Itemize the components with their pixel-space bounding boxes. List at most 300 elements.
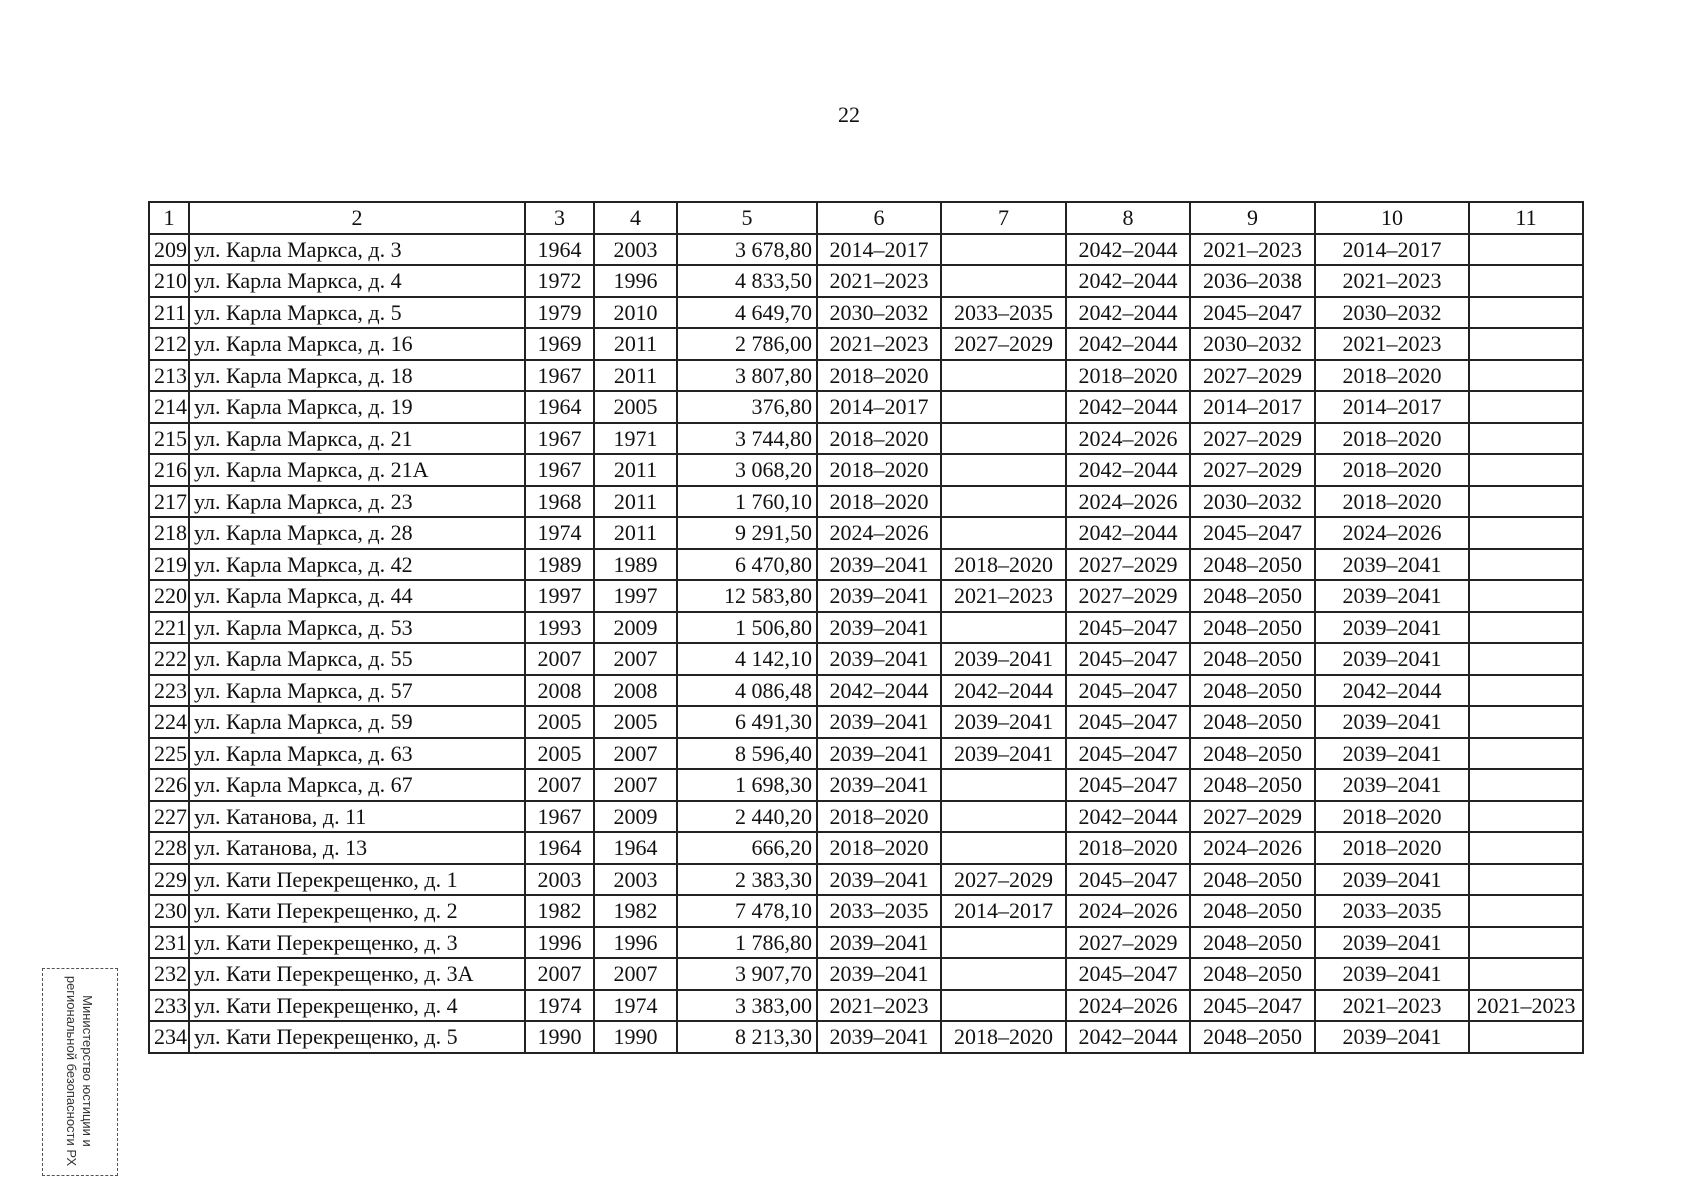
period-cell: 2018–2020 — [1315, 454, 1469, 486]
table-row — [149, 328, 1583, 360]
period-cell — [941, 360, 1066, 392]
period-cell: 2021–2023 — [1315, 328, 1469, 360]
period-cell — [1469, 328, 1583, 360]
page-number: 22 — [838, 102, 860, 127]
period-cell: 2018–2020 — [1315, 832, 1469, 864]
period-cell — [941, 265, 1066, 297]
year-built-cell: 1993 — [525, 612, 594, 644]
address-cell: ул. Карла Маркса, д. 59 — [189, 706, 525, 738]
year-built-cell: 1979 — [525, 297, 594, 329]
period-cell: 2024–2026 — [817, 517, 941, 549]
row-number-cell: 228 — [149, 832, 189, 864]
period-cell: 2039–2041 — [1315, 549, 1469, 581]
period-cell: 2039–2041 — [817, 958, 941, 990]
period-cell: 2030–2032 — [817, 297, 941, 329]
year-overhaul-cell: 1974 — [594, 990, 677, 1022]
column-header: 4 — [594, 202, 677, 234]
address-cell: ул. Карла Маркса, д. 63 — [189, 738, 525, 770]
year-built-cell: 1968 — [525, 486, 594, 518]
period-cell: 2018–2020 — [817, 423, 941, 455]
address-cell: ул. Катанова, д. 13 — [189, 832, 525, 864]
period-cell: 2048–2050 — [1190, 1021, 1315, 1053]
year-built-cell: 1972 — [525, 265, 594, 297]
address-cell: ул. Карла Маркса, д. 21 — [189, 423, 525, 455]
table-row — [149, 675, 1583, 707]
period-cell: 2030–2032 — [1190, 486, 1315, 518]
address-cell: ул. Карла Маркса, д. 53 — [189, 612, 525, 644]
period-cell: 2027–2029 — [1190, 423, 1315, 455]
period-cell — [1469, 643, 1583, 675]
period-cell: 2039–2041 — [817, 580, 941, 612]
period-cell: 2048–2050 — [1190, 895, 1315, 927]
table-row — [149, 958, 1583, 990]
row-number-cell: 218 — [149, 517, 189, 549]
period-cell: 2045–2047 — [1066, 769, 1190, 801]
period-cell: 2021–2023 — [941, 580, 1066, 612]
period-cell: 2014–2017 — [1190, 391, 1315, 423]
period-cell — [941, 990, 1066, 1022]
column-header: 9 — [1190, 202, 1315, 234]
period-cell — [1469, 265, 1583, 297]
table-row — [149, 360, 1583, 392]
period-cell: 2014–2017 — [941, 895, 1066, 927]
row-number-cell: 217 — [149, 486, 189, 518]
period-cell — [1469, 612, 1583, 644]
year-built-cell: 1967 — [525, 454, 594, 486]
period-cell — [1469, 832, 1583, 864]
column-header: 10 — [1315, 202, 1469, 234]
period-cell: 2048–2050 — [1190, 612, 1315, 644]
period-cell: 2042–2044 — [1066, 801, 1190, 833]
period-cell: 2018–2020 — [941, 549, 1066, 581]
period-cell: 2030–2032 — [1315, 297, 1469, 329]
area-cell: 1 506,80 — [677, 612, 817, 644]
period-cell — [941, 927, 1066, 959]
row-number-cell: 234 — [149, 1021, 189, 1053]
period-cell: 2048–2050 — [1190, 927, 1315, 959]
table-row — [149, 391, 1583, 423]
period-cell: 2018–2020 — [1315, 423, 1469, 455]
period-cell: 2027–2029 — [1066, 927, 1190, 959]
table-row — [149, 706, 1583, 738]
row-number-cell: 233 — [149, 990, 189, 1022]
area-cell: 3 678,80 — [677, 234, 817, 266]
period-cell: 2021–2023 — [1469, 990, 1583, 1022]
period-cell — [1469, 895, 1583, 927]
period-cell: 2021–2023 — [1315, 265, 1469, 297]
period-cell: 2048–2050 — [1190, 769, 1315, 801]
area-cell: 4 142,10 — [677, 643, 817, 675]
table-row — [149, 423, 1583, 455]
year-built-cell: 1990 — [525, 1021, 594, 1053]
period-cell: 2039–2041 — [817, 927, 941, 959]
period-cell: 2018–2020 — [1315, 801, 1469, 833]
period-cell — [941, 517, 1066, 549]
area-cell: 2 383,30 — [677, 864, 817, 896]
period-cell: 2021–2023 — [1190, 234, 1315, 266]
year-overhaul-cell: 1997 — [594, 580, 677, 612]
table-row — [149, 1021, 1583, 1053]
period-cell: 2042–2044 — [1066, 297, 1190, 329]
year-built-cell: 1974 — [525, 990, 594, 1022]
table-row — [149, 801, 1583, 833]
area-cell: 1 760,10 — [677, 486, 817, 518]
period-cell: 2024–2026 — [1066, 895, 1190, 927]
period-cell: 2039–2041 — [1315, 738, 1469, 770]
period-cell: 2039–2041 — [817, 864, 941, 896]
area-cell: 12 583,80 — [677, 580, 817, 612]
period-cell — [1469, 391, 1583, 423]
period-cell: 2033–2035 — [817, 895, 941, 927]
header-row — [149, 202, 1583, 234]
period-cell: 2018–2020 — [817, 360, 941, 392]
period-cell — [1469, 486, 1583, 518]
year-overhaul-cell: 2011 — [594, 517, 677, 549]
area-cell: 2 440,20 — [677, 801, 817, 833]
column-header: 3 — [525, 202, 594, 234]
period-cell: 2042–2044 — [1066, 454, 1190, 486]
period-cell: 2030–2032 — [1190, 328, 1315, 360]
row-number-cell: 222 — [149, 643, 189, 675]
period-cell: 2048–2050 — [1190, 864, 1315, 896]
period-cell: 2018–2020 — [817, 801, 941, 833]
year-built-cell: 2003 — [525, 864, 594, 896]
period-cell: 2039–2041 — [941, 706, 1066, 738]
address-cell: ул. Карла Маркса, д. 55 — [189, 643, 525, 675]
address-cell: ул. Карла Маркса, д. 57 — [189, 675, 525, 707]
period-cell — [941, 612, 1066, 644]
year-overhaul-cell: 2003 — [594, 234, 677, 266]
table-row — [149, 927, 1583, 959]
year-overhaul-cell: 2003 — [594, 864, 677, 896]
period-cell — [1469, 706, 1583, 738]
area-cell: 666,20 — [677, 832, 817, 864]
table-body — [149, 234, 1583, 1053]
period-cell: 2042–2044 — [1066, 391, 1190, 423]
period-cell: 2048–2050 — [1190, 958, 1315, 990]
period-cell — [1469, 958, 1583, 990]
area-cell: 3 744,80 — [677, 423, 817, 455]
period-cell — [1469, 738, 1583, 770]
period-cell — [941, 958, 1066, 990]
table-row — [149, 738, 1583, 770]
table-row — [149, 643, 1583, 675]
column-header: 8 — [1066, 202, 1190, 234]
address-cell: ул. Кати Перекрещенко, д. 3А — [189, 958, 525, 990]
year-overhaul-cell: 2011 — [594, 486, 677, 518]
column-header: 11 — [1469, 202, 1583, 234]
period-cell: 2039–2041 — [1315, 580, 1469, 612]
period-cell: 2045–2047 — [1190, 990, 1315, 1022]
area-cell: 4 833,50 — [677, 265, 817, 297]
area-cell: 6 470,80 — [677, 549, 817, 581]
period-cell: 2024–2026 — [1315, 517, 1469, 549]
period-cell: 2039–2041 — [1315, 769, 1469, 801]
row-number-cell: 215 — [149, 423, 189, 455]
period-cell: 2021–2023 — [817, 990, 941, 1022]
period-cell: 2027–2029 — [941, 328, 1066, 360]
table-row — [149, 990, 1583, 1022]
area-cell: 1 698,30 — [677, 769, 817, 801]
area-cell: 4 086,48 — [677, 675, 817, 707]
period-cell — [1469, 454, 1583, 486]
year-built-cell: 1996 — [525, 927, 594, 959]
row-number-cell: 214 — [149, 391, 189, 423]
table-row — [149, 580, 1583, 612]
year-overhaul-cell: 2010 — [594, 297, 677, 329]
year-built-cell: 1964 — [525, 832, 594, 864]
period-cell: 2048–2050 — [1190, 738, 1315, 770]
period-cell — [941, 454, 1066, 486]
period-cell: 2048–2050 — [1190, 580, 1315, 612]
period-cell: 2024–2026 — [1190, 832, 1315, 864]
period-cell: 2021–2023 — [1315, 990, 1469, 1022]
period-cell — [1469, 580, 1583, 612]
address-cell: ул. Карла Маркса, д. 18 — [189, 360, 525, 392]
year-built-cell: 1974 — [525, 517, 594, 549]
row-number-cell: 221 — [149, 612, 189, 644]
period-cell: 2039–2041 — [817, 549, 941, 581]
period-cell: 2045–2047 — [1066, 612, 1190, 644]
year-overhaul-cell: 2011 — [594, 454, 677, 486]
area-cell: 4 649,70 — [677, 297, 817, 329]
period-cell — [941, 423, 1066, 455]
period-cell: 2039–2041 — [1315, 643, 1469, 675]
year-overhaul-cell: 1971 — [594, 423, 677, 455]
address-cell: ул. Карла Маркса, д. 67 — [189, 769, 525, 801]
period-cell — [941, 832, 1066, 864]
year-built-cell: 2005 — [525, 706, 594, 738]
area-cell: 9 291,50 — [677, 517, 817, 549]
address-cell: ул. Карла Маркса, д. 23 — [189, 486, 525, 518]
address-cell: ул. Карла Маркса, д. 42 — [189, 549, 525, 581]
table-row — [149, 265, 1583, 297]
column-header: 2 — [189, 202, 525, 234]
year-overhaul-cell: 2009 — [594, 612, 677, 644]
register-table — [148, 201, 1584, 1054]
year-overhaul-cell: 2009 — [594, 801, 677, 833]
period-cell: 2045–2047 — [1066, 864, 1190, 896]
registration-stamp-text: Министерство юстиции и региональной безопасности РХ — [64, 975, 95, 1167]
address-cell: ул. Карла Маркса, д. 16 — [189, 328, 525, 360]
year-overhaul-cell: 2005 — [594, 391, 677, 423]
year-overhaul-cell: 2011 — [594, 360, 677, 392]
period-cell — [1469, 297, 1583, 329]
period-cell: 2021–2023 — [817, 265, 941, 297]
table-row — [149, 486, 1583, 518]
period-cell: 2045–2047 — [1066, 958, 1190, 990]
table-row — [149, 769, 1583, 801]
period-cell: 2027–2029 — [1066, 580, 1190, 612]
address-cell: ул. Карла Маркса, д. 4 — [189, 265, 525, 297]
period-cell: 2024–2026 — [1066, 486, 1190, 518]
row-number-cell: 212 — [149, 328, 189, 360]
address-cell: ул. Карла Маркса, д. 28 — [189, 517, 525, 549]
period-cell: 2048–2050 — [1190, 643, 1315, 675]
period-cell: 2045–2047 — [1066, 643, 1190, 675]
row-number-cell: 230 — [149, 895, 189, 927]
period-cell: 2018–2020 — [817, 486, 941, 518]
address-cell: ул. Кати Перекрещенко, д. 4 — [189, 990, 525, 1022]
period-cell: 2039–2041 — [941, 738, 1066, 770]
period-cell — [1469, 517, 1583, 549]
period-cell: 2045–2047 — [1190, 517, 1315, 549]
area-cell: 1 786,80 — [677, 927, 817, 959]
period-cell: 2027–2029 — [1190, 454, 1315, 486]
year-built-cell: 1967 — [525, 423, 594, 455]
table-row — [149, 454, 1583, 486]
period-cell: 2024–2026 — [1066, 423, 1190, 455]
row-number-cell: 225 — [149, 738, 189, 770]
year-built-cell: 1982 — [525, 895, 594, 927]
period-cell — [1469, 1021, 1583, 1053]
address-cell: ул. Кати Перекрещенко, д. 2 — [189, 895, 525, 927]
period-cell — [941, 486, 1066, 518]
year-overhaul-cell: 1990 — [594, 1021, 677, 1053]
address-cell: ул. Карла Маркса, д. 19 — [189, 391, 525, 423]
period-cell: 2027–2029 — [1190, 360, 1315, 392]
table-row — [149, 864, 1583, 896]
address-cell: ул. Карла Маркса, д. 3 — [189, 234, 525, 266]
area-cell: 3 383,00 — [677, 990, 817, 1022]
row-number-cell: 210 — [149, 265, 189, 297]
period-cell: 2018–2020 — [1315, 360, 1469, 392]
period-cell: 2042–2044 — [1066, 234, 1190, 266]
year-built-cell: 2007 — [525, 958, 594, 990]
row-number-cell: 220 — [149, 580, 189, 612]
column-header: 1 — [149, 202, 189, 234]
area-cell: 376,80 — [677, 391, 817, 423]
year-overhaul-cell: 2007 — [594, 643, 677, 675]
area-cell: 3 807,80 — [677, 360, 817, 392]
year-built-cell: 1967 — [525, 801, 594, 833]
period-cell — [941, 769, 1066, 801]
period-cell: 2039–2041 — [1315, 1021, 1469, 1053]
period-cell: 2018–2020 — [817, 832, 941, 864]
period-cell — [1469, 234, 1583, 266]
year-overhaul-cell: 1989 — [594, 549, 677, 581]
address-cell: ул. Катанова, д. 11 — [189, 801, 525, 833]
row-number-cell: 211 — [149, 297, 189, 329]
row-number-cell: 226 — [149, 769, 189, 801]
year-overhaul-cell: 2007 — [594, 769, 677, 801]
year-built-cell: 1964 — [525, 234, 594, 266]
row-number-cell: 232 — [149, 958, 189, 990]
period-cell: 2027–2029 — [941, 864, 1066, 896]
table-row — [149, 832, 1583, 864]
year-overhaul-cell: 1982 — [594, 895, 677, 927]
row-number-cell: 213 — [149, 360, 189, 392]
column-header: 5 — [677, 202, 817, 234]
period-cell: 2018–2020 — [1066, 832, 1190, 864]
year-overhaul-cell: 1996 — [594, 265, 677, 297]
year-built-cell: 1997 — [525, 580, 594, 612]
period-cell: 2042–2044 — [1066, 265, 1190, 297]
row-number-cell: 227 — [149, 801, 189, 833]
address-cell: ул. Кати Перекрещенко, д. 1 — [189, 864, 525, 896]
area-cell: 6 491,30 — [677, 706, 817, 738]
year-overhaul-cell: 2007 — [594, 958, 677, 990]
period-cell: 2014–2017 — [817, 234, 941, 266]
period-cell: 2033–2035 — [1315, 895, 1469, 927]
period-cell — [1469, 423, 1583, 455]
year-built-cell: 1989 — [525, 549, 594, 581]
year-built-cell: 2007 — [525, 643, 594, 675]
period-cell: 2027–2029 — [1190, 801, 1315, 833]
address-cell: ул. Карла Маркса, д. 44 — [189, 580, 525, 612]
year-overhaul-cell: 2005 — [594, 706, 677, 738]
year-overhaul-cell: 2007 — [594, 738, 677, 770]
period-cell: 2014–2017 — [1315, 234, 1469, 266]
period-cell — [1469, 801, 1583, 833]
period-cell — [1469, 675, 1583, 707]
year-overhaul-cell: 1964 — [594, 832, 677, 864]
period-cell — [941, 234, 1066, 266]
period-cell: 2042–2044 — [817, 675, 941, 707]
period-cell: 2018–2020 — [1066, 360, 1190, 392]
period-cell: 2014–2017 — [1315, 391, 1469, 423]
period-cell: 2039–2041 — [1315, 927, 1469, 959]
period-cell: 2018–2020 — [817, 454, 941, 486]
table-row — [149, 517, 1583, 549]
year-overhaul-cell: 1996 — [594, 927, 677, 959]
period-cell: 2045–2047 — [1066, 706, 1190, 738]
year-overhaul-cell: 2011 — [594, 328, 677, 360]
row-number-cell: 224 — [149, 706, 189, 738]
period-cell: 2045–2047 — [1066, 675, 1190, 707]
period-cell: 2048–2050 — [1190, 675, 1315, 707]
period-cell — [941, 391, 1066, 423]
period-cell — [941, 801, 1066, 833]
row-number-cell: 219 — [149, 549, 189, 581]
address-cell: ул. Кати Перекрещенко, д. 5 — [189, 1021, 525, 1053]
period-cell — [1469, 864, 1583, 896]
period-cell: 2039–2041 — [817, 643, 941, 675]
period-cell: 2018–2020 — [1315, 486, 1469, 518]
period-cell: 2021–2023 — [817, 328, 941, 360]
row-number-cell: 231 — [149, 927, 189, 959]
period-cell: 2039–2041 — [1315, 612, 1469, 644]
period-cell: 2048–2050 — [1190, 706, 1315, 738]
period-cell: 2039–2041 — [941, 643, 1066, 675]
address-cell: ул. Кати Перекрещенко, д. 3 — [189, 927, 525, 959]
area-cell: 3 068,20 — [677, 454, 817, 486]
period-cell: 2039–2041 — [817, 706, 941, 738]
table-row — [149, 612, 1583, 644]
year-built-cell: 2008 — [525, 675, 594, 707]
period-cell: 2048–2050 — [1190, 549, 1315, 581]
year-built-cell: 2005 — [525, 738, 594, 770]
table-row — [149, 895, 1583, 927]
area-cell: 3 907,70 — [677, 958, 817, 990]
period-cell: 2018–2020 — [941, 1021, 1066, 1053]
period-cell: 2045–2047 — [1190, 297, 1315, 329]
period-cell — [1469, 549, 1583, 581]
period-cell: 2042–2044 — [1066, 1021, 1190, 1053]
table-row — [149, 297, 1583, 329]
column-header: 6 — [817, 202, 941, 234]
period-cell — [1469, 360, 1583, 392]
area-cell: 2 786,00 — [677, 328, 817, 360]
area-cell: 8 596,40 — [677, 738, 817, 770]
period-cell: 2039–2041 — [817, 769, 941, 801]
period-cell: 2045–2047 — [1066, 738, 1190, 770]
period-cell: 2027–2029 — [1066, 549, 1190, 581]
area-cell: 7 478,10 — [677, 895, 817, 927]
table-row — [149, 234, 1583, 266]
area-cell: 8 213,30 — [677, 1021, 817, 1053]
period-cell: 2039–2041 — [817, 738, 941, 770]
